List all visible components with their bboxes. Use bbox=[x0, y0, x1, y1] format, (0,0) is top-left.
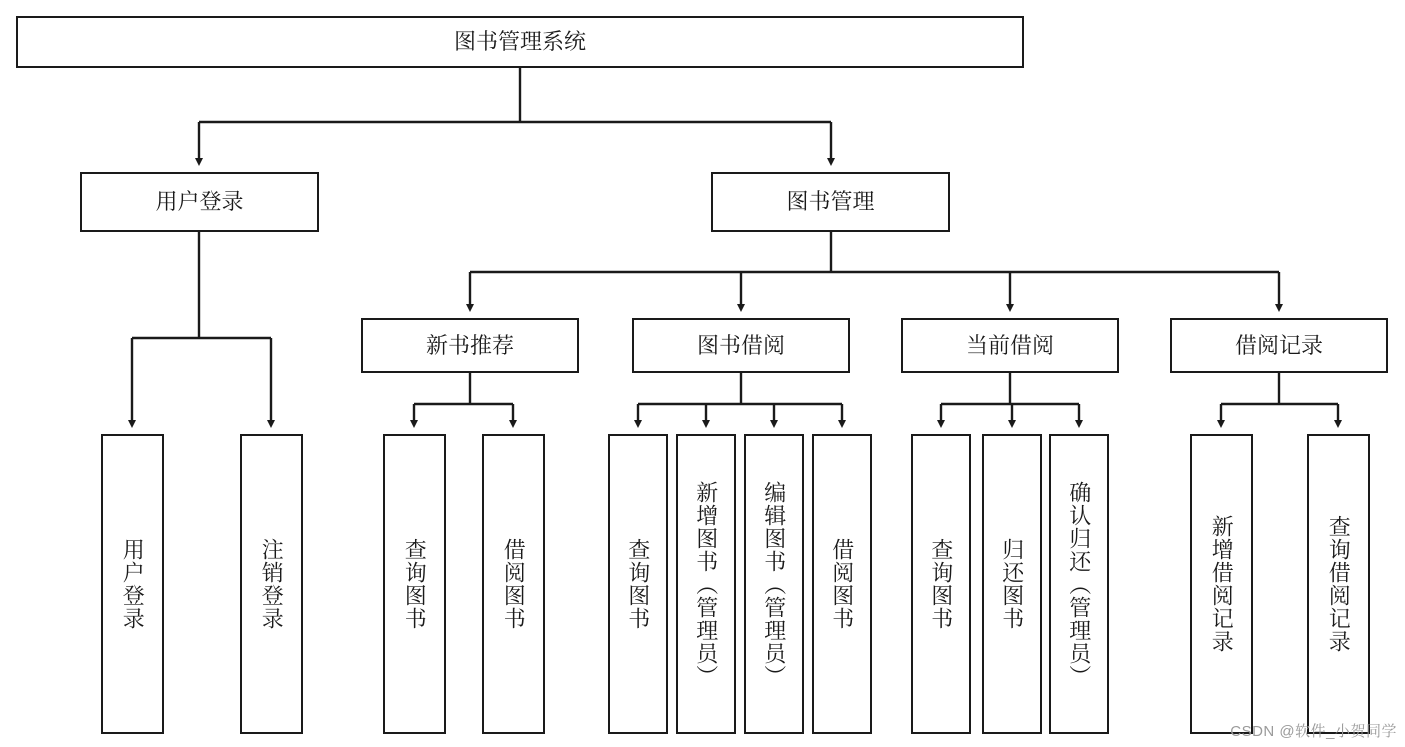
node-leaf-current-confirm-return[interactable] bbox=[1049, 434, 1109, 734]
node-leaf-record-add-label: 新增借阅记录 bbox=[1209, 515, 1235, 653]
node-leaf-borrow-edit-book[interactable] bbox=[744, 434, 804, 734]
node-leaf-record-query-label: 查询借阅记录 bbox=[1326, 515, 1352, 653]
node-leaf-record-add[interactable] bbox=[1190, 434, 1253, 734]
node-leaf-borrow-edit-book-label: 编辑图书（管理员） bbox=[761, 480, 787, 688]
node-leaf-borrow-borrow-book[interactable] bbox=[812, 434, 872, 734]
node-leaf-current-return-label: 归还图书 bbox=[999, 538, 1025, 630]
node-current-borrow[interactable] bbox=[901, 318, 1119, 373]
node-leaf-current-return[interactable] bbox=[982, 434, 1042, 734]
node-leaf-record-query[interactable] bbox=[1307, 434, 1370, 734]
node-leaf-borrow-add-book[interactable] bbox=[676, 434, 736, 734]
node-leaf-login-user-login-label: 用户登录 bbox=[120, 538, 146, 630]
node-leaf-newbook-borrow[interactable] bbox=[482, 434, 545, 734]
node-leaf-login-user-login[interactable] bbox=[101, 434, 164, 734]
node-book-borrow-label: 图书借阅 bbox=[696, 332, 785, 358]
node-leaf-current-query-label: 查询图书 bbox=[928, 538, 954, 630]
node-new-book-recommend-label: 新书推荐 bbox=[425, 332, 514, 358]
node-borrow-record-label: 借阅记录 bbox=[1234, 332, 1323, 358]
node-book-borrow[interactable] bbox=[632, 318, 850, 373]
node-root[interactable] bbox=[16, 16, 1024, 68]
node-leaf-current-query[interactable] bbox=[911, 434, 971, 734]
node-user-login[interactable] bbox=[80, 172, 319, 232]
node-leaf-borrow-query-label: 查询图书 bbox=[625, 538, 651, 630]
node-leaf-current-confirm-return-label: 确认归还（管理员） bbox=[1066, 480, 1092, 688]
node-leaf-borrow-borrow-book-label: 借阅图书 bbox=[829, 538, 855, 630]
watermark: CSDN @软件_小贺同学 bbox=[1230, 723, 1397, 740]
node-new-book-recommend[interactable] bbox=[361, 318, 579, 373]
node-book-management-label: 图书管理 bbox=[786, 189, 875, 215]
node-leaf-borrow-add-book-label: 新增图书（管理员） bbox=[693, 480, 719, 688]
node-leaf-newbook-query-label: 查询图书 bbox=[402, 538, 428, 630]
node-book-management[interactable] bbox=[711, 172, 950, 232]
node-current-borrow-label: 当前借阅 bbox=[965, 332, 1054, 358]
node-leaf-login-logout-label: 注销登录 bbox=[259, 538, 285, 630]
node-leaf-borrow-query[interactable] bbox=[608, 434, 668, 734]
node-leaf-login-logout[interactable] bbox=[240, 434, 303, 734]
node-user-login-label: 用户登录 bbox=[155, 189, 244, 215]
node-leaf-newbook-query[interactable] bbox=[383, 434, 446, 734]
node-borrow-record[interactable] bbox=[1170, 318, 1388, 373]
node-leaf-newbook-borrow-label: 借阅图书 bbox=[501, 538, 527, 630]
node-root-label: 图书管理系统 bbox=[453, 29, 586, 55]
